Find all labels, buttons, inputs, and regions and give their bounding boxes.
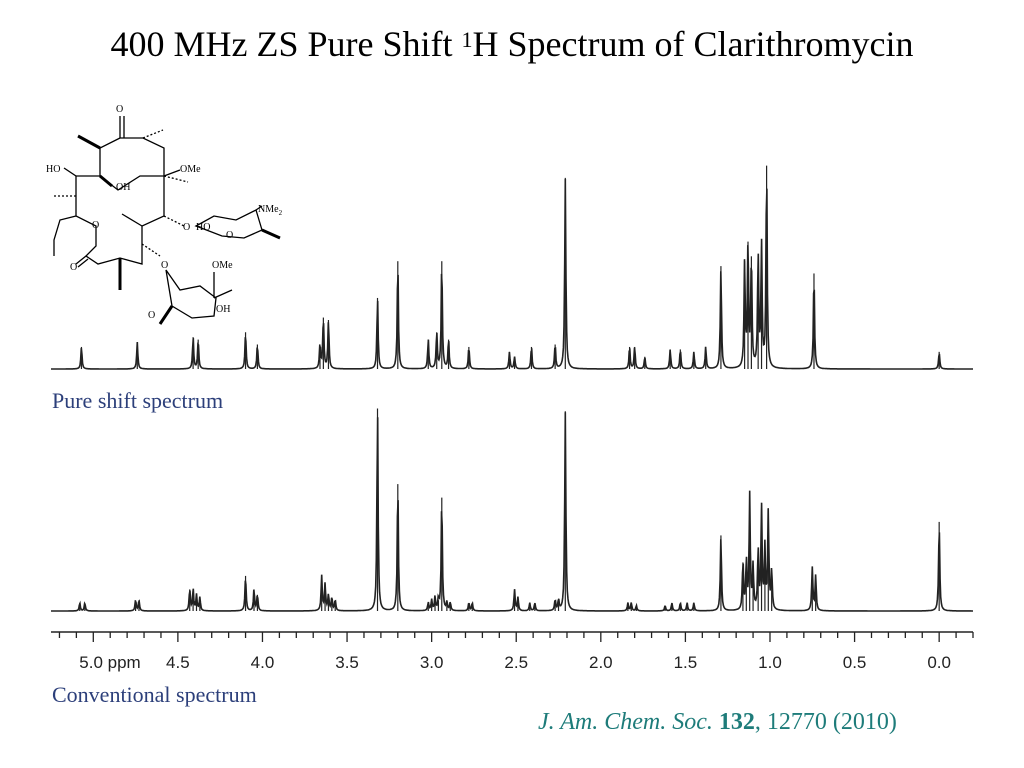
oh-wedge [100, 176, 112, 186]
tick-label: 1.5 [673, 653, 698, 672]
atom-label: OH [116, 182, 131, 193]
cladinose-ring [166, 270, 216, 318]
methyl-wedge-6 [160, 306, 172, 324]
tick-label: 4.0 [250, 653, 275, 672]
tick-label: 4.5 [166, 653, 190, 672]
o-link-desosamine [164, 216, 184, 226]
methyl-bond-4 [122, 214, 142, 226]
conventional-peaks [80, 409, 939, 612]
x-axis-tick-labels [79, 653, 951, 672]
title-superscript: 1 [461, 27, 473, 52]
methyl-wedge-1 [78, 136, 100, 148]
x-axis-ticks [59, 632, 973, 642]
title-rest: H Spectrum of Clarithromycin [472, 24, 914, 64]
atom-label: O [148, 310, 156, 321]
atom-label: O [70, 262, 78, 273]
conventional-trace [51, 412, 973, 611]
atom-label: O [116, 104, 124, 115]
conventional-caption: Conventional spectrum [52, 682, 257, 707]
atom-label: NMe$_2$ [258, 204, 283, 217]
methyl-bond-7 [214, 290, 232, 298]
tick-label: 3.0 [419, 653, 444, 672]
atom-label: HO [196, 222, 211, 233]
methyl-hash-1 [143, 130, 163, 138]
pure-shift-caption: Pure shift spectrum [52, 388, 224, 413]
tick-label: 0.5 [842, 653, 867, 672]
atom-label: OMe [212, 260, 233, 271]
citation-volume: 132 [718, 709, 755, 735]
pure-shift-trace [51, 179, 973, 369]
atom-label: O [226, 230, 234, 241]
atom-label: O [161, 260, 169, 271]
citation-pages-year: , 12770 (2010) [754, 709, 897, 735]
ethyl-chain [54, 216, 76, 256]
o-link-cladinose [142, 244, 160, 256]
atom-label: OH [216, 304, 231, 315]
pure-shift-peaks [81, 166, 939, 369]
tick-label: 0.0 [927, 653, 951, 672]
atom-label: O [183, 222, 191, 233]
tick-label: 2.5 [504, 653, 529, 672]
ome-bond [164, 170, 180, 176]
citation-journal: J. Am. Chem. Soc. [538, 709, 713, 735]
tick-label: 1.0 [758, 653, 782, 672]
atom-label: HO [46, 164, 61, 175]
tick-label: 3.5 [335, 653, 359, 672]
atom-label: OMe [180, 164, 201, 175]
citation [538, 709, 897, 736]
clarithromycin-structure [54, 116, 280, 324]
methyl-hash-3 [164, 176, 188, 182]
title-main: 400 MHz ZS Pure Shift [110, 24, 462, 64]
atom-label: O [92, 220, 100, 231]
tick-label: 2.0 [588, 653, 613, 672]
lactone-carbonyl [76, 256, 86, 264]
lactone-carbonyl-double [78, 259, 88, 267]
ho-bond [64, 168, 76, 176]
methyl-wedge-5 [262, 230, 280, 238]
tick-label: 5.0 ppm [79, 653, 141, 672]
